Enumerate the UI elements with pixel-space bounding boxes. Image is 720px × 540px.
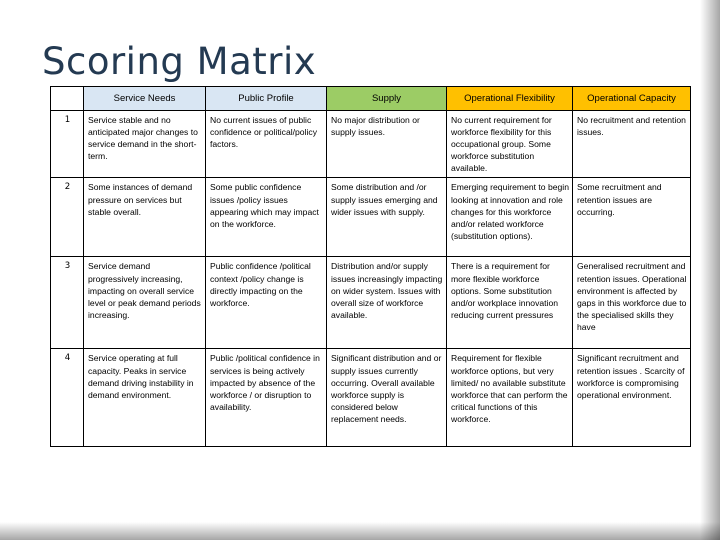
public-profile-cell: Public confidence /political context /policy change is directly impacting on the workforce. [206,257,327,349]
table-row [51,111,691,178]
header-operational-capacity: Operational Capacity [573,87,691,111]
slide-shadow-right [700,0,720,540]
operational-flexibility-cell: There is a requirement for more flexible workforce options. Some substitution and/or workplace innovation reducing current pressures [447,257,573,349]
scoring-matrix-table [50,86,691,447]
table-row [51,178,691,257]
table-row [51,349,691,447]
score-cell: 1 [51,111,84,178]
service-needs-cell: Service demand progressively increasing, impacting on overall service level or peak demand periods increasing. [84,257,206,349]
operational-flexibility-cell: Emerging requirement to begin looking at innovation and role changes for this workforce and/or related workforce (substitution options). [447,178,573,257]
public-profile-cell: No current issues of public confidence or political/policy factors. [206,111,327,178]
header-row [51,87,691,111]
operational-flexibility-cell: Requirement for flexible workforce options, but very limited/ no available substitute workforce that can perform the critical functions of this workforce. [447,349,573,447]
header-service-needs: Service Needs [84,87,206,111]
page-title: Scoring Matrix [42,40,317,83]
score-cell: 4 [51,349,84,447]
slide-shadow-bottom [0,522,720,540]
operational-flexibility-cell: No current requirement for workforce flexibility for this occupational group. Some workforce substitution available. [447,111,573,178]
operational-capacity-cell: Generalised recruitment and retention issues. Operational environment is affected by gaps in this workforce due to the specialised skills they have [573,257,691,349]
score-cell: 2 [51,178,84,257]
header-supply: Supply [327,87,447,111]
header-public-profile: Public Profile [206,87,327,111]
public-profile-cell: Some public confidence issues /policy issues appearing which may impact on the workforce. [206,178,327,257]
supply-cell: Some distribution and /or supply issues emerging and wider issues with supply. [327,178,447,257]
service-needs-cell: Service stable and no anticipated major changes to service demand in the short-term. [84,111,206,178]
header-operational-flexibility: Operational Flexibility [447,87,573,111]
supply-cell: No major distribution or supply issues. [327,111,447,178]
header-corner-cell [51,87,84,111]
operational-capacity-cell: Some recruitment and retention issues are occurring. [573,178,691,257]
public-profile-cell: Public /political confidence in services is being actively impacted by absence of the workforce / or disruption to availability. [206,349,327,447]
supply-cell: Significant distribution and or supply issues currently occurring. Overall available workforce supply is considered below replacement needs. [327,349,447,447]
table-row [51,257,691,349]
supply-cell: Distribution and/or supply issues increasingly impacting on wider system. Issues with overall size of workforce available. [327,257,447,349]
service-needs-cell: Service operating at full capacity. Peaks in service demand driving instability in demand environment. [84,349,206,447]
operational-capacity-cell: No recruitment and retention issues. [573,111,691,178]
service-needs-cell: Some instances of demand pressure on services but stable overall. [84,178,206,257]
operational-capacity-cell: Significant recruitment and retention issues . Scarcity of workforce is compromising operational environment. [573,349,691,447]
score-cell: 3 [51,257,84,349]
